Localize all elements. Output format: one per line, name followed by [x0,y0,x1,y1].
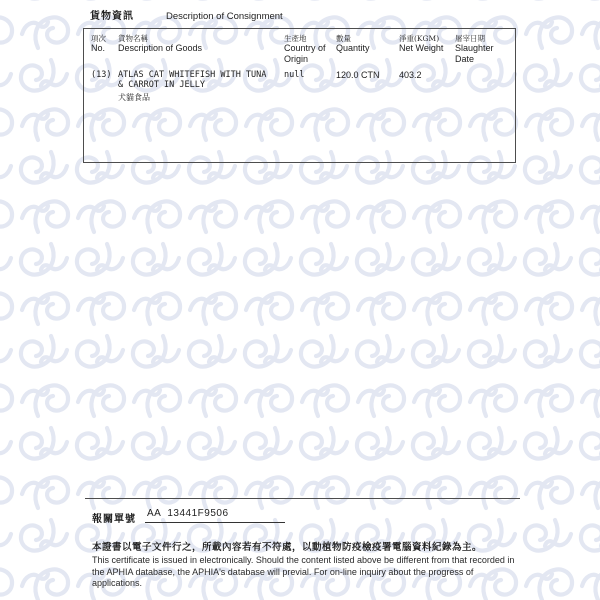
table-header-row [84,29,515,65]
column-header-slaughter-date: 屠宰日期 Slaughter Date [455,34,494,64]
row-slaughter-date [455,70,511,103]
electronic-notice-en: This certificate is issued in electronically. Should the content listed above be different from that recorded in the APHIA database, the APHIA's database will previal. For on-line inquiry about the progress of applications. [92,555,515,588]
column-header-description: 貨物名稱 Description of Goods [118,34,203,53]
row-no: (13) [91,70,112,80]
table-row [84,70,515,103]
row-net-weight: 403.2 [399,70,422,80]
row-description [118,70,284,103]
declaration-number-label: 報關單號 [92,514,136,525]
section-title-en: Description of Consignment [166,11,283,22]
column-header-quantity: 數量 Quantity [336,34,370,53]
declaration-number-value: AA 13441F9506 [145,508,285,523]
divider-line [85,498,520,499]
column-header-net-weight: 淨重(KGM) Net Weight [399,34,444,53]
column-header-origin: 生產地 Country of Origin [284,34,326,64]
electronic-notice-zh: 本證書以電子文件行之，所載內容若有不符處，以動植物防疫檢疫署電腦資料紀錄為主。 [92,542,483,553]
row-country-of-origin: null [284,70,305,80]
column-header-no: 項次 No. [91,34,106,53]
row-description-en: ATLAS CAT WHITEFISH WITH TUNA & CARROT IN JELLY [118,70,267,90]
section-title-zh: 貨物資訊 [90,11,134,22]
consignment-table [83,28,516,163]
row-quantity: 120.0 CTN [336,70,380,80]
row-description-zh: 犬貓食品 [118,93,150,102]
section-title [90,7,283,22]
